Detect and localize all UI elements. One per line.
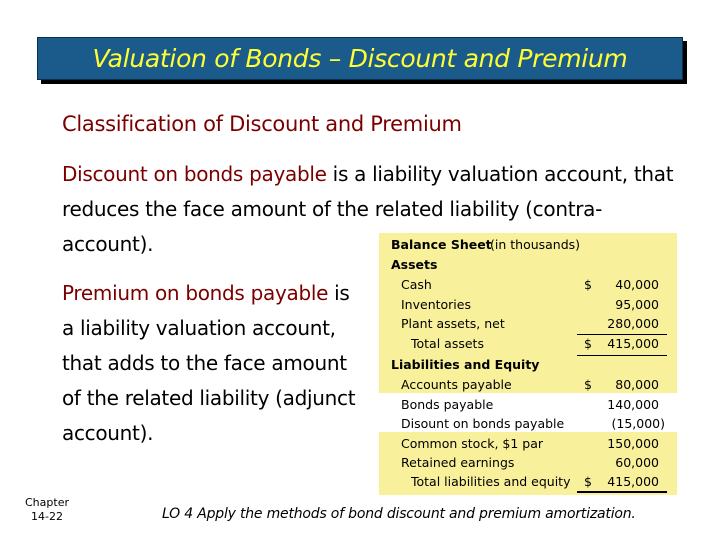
row-dollar: $ bbox=[584, 474, 592, 489]
bs-row bbox=[379, 414, 677, 434]
row-dollar: $ bbox=[584, 336, 592, 351]
page-number: 14-22 bbox=[31, 510, 63, 523]
chapter-label bbox=[22, 496, 72, 524]
row-dollar: $ bbox=[584, 277, 592, 292]
row-amount: 280,000 bbox=[607, 316, 659, 331]
row-label: Plant assets, net bbox=[401, 316, 505, 331]
row-amount: 40,000 bbox=[615, 277, 659, 292]
bs-row bbox=[379, 314, 677, 334]
balance-sheet bbox=[379, 233, 677, 495]
row-amount: 140,000 bbox=[607, 397, 659, 412]
row-amount: (15,000) bbox=[611, 416, 665, 431]
row-amount: 80,000 bbox=[615, 377, 659, 392]
learning-objective: LO 4 Apply the methods of bond discount and premium amortization. bbox=[162, 506, 636, 522]
row-label: Bonds payable bbox=[401, 397, 494, 412]
bs-units: (in thousands) bbox=[490, 237, 581, 252]
bs-row bbox=[379, 334, 677, 354]
liabilities-heading: Liabilities and Equity bbox=[391, 357, 540, 372]
row-amount: 60,000 bbox=[615, 455, 659, 470]
bs-title: Balance Sheet bbox=[391, 237, 492, 252]
bs-row bbox=[379, 453, 677, 473]
double-underline bbox=[577, 491, 667, 493]
premium-text: is a liability valuation account, that adds to the face amount of the related liability (adjunct account). bbox=[62, 281, 356, 445]
row-label: Disount on bonds payable bbox=[401, 416, 565, 431]
bs-row bbox=[379, 472, 677, 492]
row-amount: 415,000 bbox=[607, 336, 659, 351]
premium-paragraph bbox=[62, 276, 362, 451]
bs-row bbox=[379, 434, 677, 454]
chapter-text: Chapter bbox=[25, 496, 69, 509]
slide-title: Valuation of Bonds – Discount and Premium bbox=[37, 37, 683, 80]
bs-row bbox=[379, 295, 677, 315]
bs-row bbox=[379, 395, 677, 415]
premium-term: Premium on bonds payable bbox=[62, 281, 329, 305]
row-amount: 150,000 bbox=[607, 436, 659, 451]
row-label: Total liabilities and equity bbox=[411, 474, 571, 489]
bs-row bbox=[379, 275, 677, 295]
row-dollar: $ bbox=[584, 377, 592, 392]
row-label: Accounts payable bbox=[401, 377, 512, 392]
row-label: Common stock, $1 par bbox=[401, 436, 544, 451]
section-heading: Classification of Discount and Premium bbox=[62, 112, 462, 136]
discount-text: is a liability valuation account, that reduces the face amount of the related liability (contra-account). bbox=[62, 162, 674, 256]
discount-term: Discount on bonds payable bbox=[62, 162, 327, 186]
row-label: Retained earnings bbox=[401, 455, 515, 470]
row-label: Total assets bbox=[411, 336, 484, 351]
assets-heading: Assets bbox=[391, 257, 438, 272]
row-amount: 415,000 bbox=[607, 474, 659, 489]
bs-row bbox=[379, 375, 677, 395]
row-label: Cash bbox=[401, 277, 432, 292]
row-label: Inventories bbox=[401, 297, 471, 312]
row-amount: 95,000 bbox=[615, 297, 659, 312]
